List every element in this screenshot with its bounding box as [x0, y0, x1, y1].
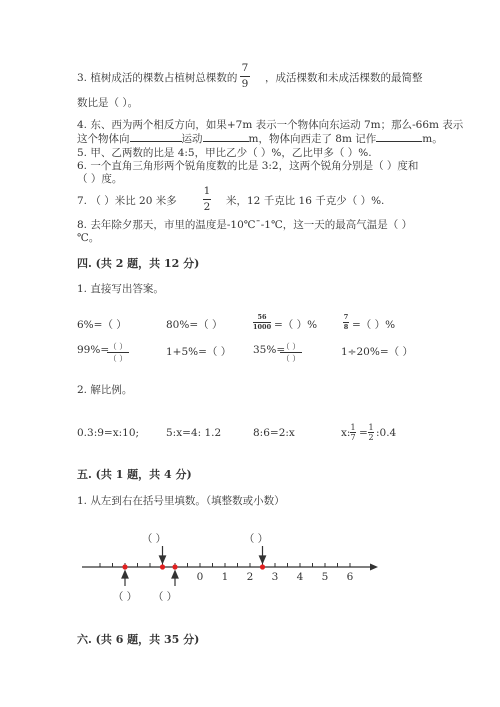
calc-99-percent	[77, 344, 109, 356]
q7-text-post: 米，12 千克比 16 千克少（ ）%.	[226, 195, 385, 207]
point-b-marker	[160, 564, 165, 569]
ratio-d-fraction-1	[350, 423, 356, 442]
calc-7-8-answer: =（ ）%	[352, 319, 396, 331]
calc-80-percent: 80%=（ ）	[166, 319, 223, 331]
q7-fraction-denominator: 2	[203, 200, 211, 213]
calc-56-1000-answer: =（ ）%	[274, 319, 318, 331]
tick-label-1: 1	[221, 571, 229, 583]
q4-line2-b: 运动	[181, 133, 203, 145]
q3-fraction	[240, 63, 250, 89]
calc-35-answer-fraction	[280, 341, 302, 364]
q4-line2-a: 这个物体向	[77, 133, 130, 145]
number-line-arrowhead	[370, 564, 378, 571]
arrow-up-a-icon	[122, 571, 128, 586]
calc-fraction-56-numerator: 56	[257, 313, 267, 321]
calc-fraction-7-numerator: 7	[343, 313, 349, 321]
calc-6-percent: 6%=（ ）	[77, 319, 127, 331]
section-6-title: 六. (共 6 题，共 35 分)	[77, 633, 200, 646]
section-4-title: 四. (共 2 题，共 12 分)	[77, 257, 200, 270]
ratio-b: 5:x=4: 1.2	[166, 427, 222, 439]
tick-label-0: 0	[196, 571, 204, 583]
calc-99-answer-numerator: （ ）	[108, 342, 128, 351]
calc-99-answer-fraction	[107, 341, 129, 364]
ratio-a: 0.3:9=x:10;	[77, 427, 140, 439]
q4-blank-direction[interactable]	[130, 131, 182, 142]
q3-fraction-numerator: 7	[241, 62, 249, 74]
q3-text-post: ，成活棵数和未成活棵数的最简整	[265, 72, 423, 84]
q8-line2: ℃。	[77, 232, 100, 244]
calc-fraction-56-denominator: 1000	[253, 322, 272, 331]
ratio-d-fraction-1-numerator: 1	[350, 423, 356, 432]
q4-blank-distance[interactable]	[203, 131, 249, 142]
calc-35-answer-numerator: （ ）	[281, 342, 301, 351]
ratio-d-pre: x:	[341, 427, 351, 439]
calc-35-answer-denominator: （ ）	[281, 354, 301, 363]
calc-fraction-7-denominator: 8	[343, 322, 349, 331]
tick-label-3: 3	[271, 571, 279, 583]
number-line-ticks	[100, 563, 350, 567]
calc-35-percent-label: 35%=	[253, 344, 286, 356]
section-4-q2-label: 2. 解比例。	[77, 384, 133, 396]
q8-line1: 8. 去年除夕那天，市里的温度是-10℃ˉ-1℃，这一天的最高气温是（ ）	[77, 219, 413, 231]
tick-label-5: 5	[321, 571, 329, 583]
arrow-up-c-icon	[172, 571, 178, 586]
q4-line2	[77, 131, 443, 146]
calc-fraction-7-8	[343, 314, 349, 330]
calc-1-plus-5-percent: 1+5%=（ ）	[166, 346, 232, 358]
q7-fraction	[203, 186, 211, 212]
answer-blank-a[interactable]: （ ）	[112, 591, 138, 603]
calc-fraction-56-1000	[253, 314, 271, 330]
arrow-down-b-icon	[160, 546, 166, 563]
ratio-d-fraction-2-numerator: 1	[368, 423, 374, 432]
ratio-d-fraction-2	[368, 423, 374, 442]
section-4-q1-label: 1. 直接写出答案。	[77, 283, 164, 295]
arrow-down-d-icon	[260, 546, 266, 563]
q7-fraction-numerator: 1	[203, 185, 211, 197]
q3-fraction-denominator: 9	[241, 77, 249, 90]
tick-label-4: 4	[296, 571, 304, 583]
q4-line1: 4. 东、西为两个相反方向，如果+7m 表示一个物体向东运动 7m；那么-66m 表示	[77, 119, 464, 131]
point-d-marker	[260, 564, 265, 569]
ratio-d-fraction-1-denominator: 7	[350, 433, 356, 442]
answer-blank-d[interactable]: （ ）	[243, 533, 269, 545]
section-5-q1-label: 1. 从左到右在括号里填数。（填整数或小数）	[77, 495, 285, 507]
ratio-c: 8:6=2:x	[253, 427, 295, 439]
q3-text-pre: 3. 植树成活的棵数占植树总棵数的	[77, 72, 238, 84]
calc-99-percent-label: 99%=	[77, 344, 110, 356]
calc-1-div-20-percent: 1÷20%=（ ）	[341, 346, 413, 358]
q4-line2-c: m，物体向西走了 8m 记作	[248, 133, 377, 145]
q6-line1: 6. 一个直角三角形两个锐角度数的比是 3:2，这两个锐角分别是（ ）度和	[77, 160, 419, 172]
q4-line2-d: m。	[422, 133, 443, 145]
answer-blank-b[interactable]: （ ）	[141, 533, 167, 545]
tick-label-2: 2	[246, 571, 254, 583]
q5-text: 5. 甲、乙两数的比是 4:5，甲比乙少（ ）%，乙比甲多（ ）%.	[77, 147, 372, 159]
tick-label-6: 6	[346, 571, 354, 583]
q7-text-pre: 7. （ ）米比 20 米多	[77, 195, 177, 207]
section-5-title: 五. (共 1 题，共 4 分)	[77, 468, 192, 481]
point-c-marker	[172, 564, 177, 569]
q6-line2: （ ）度。	[77, 173, 123, 185]
calc-99-answer-denominator: （ ）	[108, 354, 128, 363]
number-line-figure	[0, 520, 500, 620]
q4-blank-record[interactable]	[376, 131, 422, 142]
point-a-marker	[122, 564, 127, 569]
ratio-d-equals: =	[359, 427, 368, 439]
q3-text-line2: 数比是（ ）。	[77, 97, 139, 109]
ratio-d-fraction-2-denominator: 2	[368, 433, 374, 442]
answer-blank-c[interactable]: （ ）	[152, 591, 178, 603]
ratio-d-post: :0.4	[376, 427, 397, 439]
